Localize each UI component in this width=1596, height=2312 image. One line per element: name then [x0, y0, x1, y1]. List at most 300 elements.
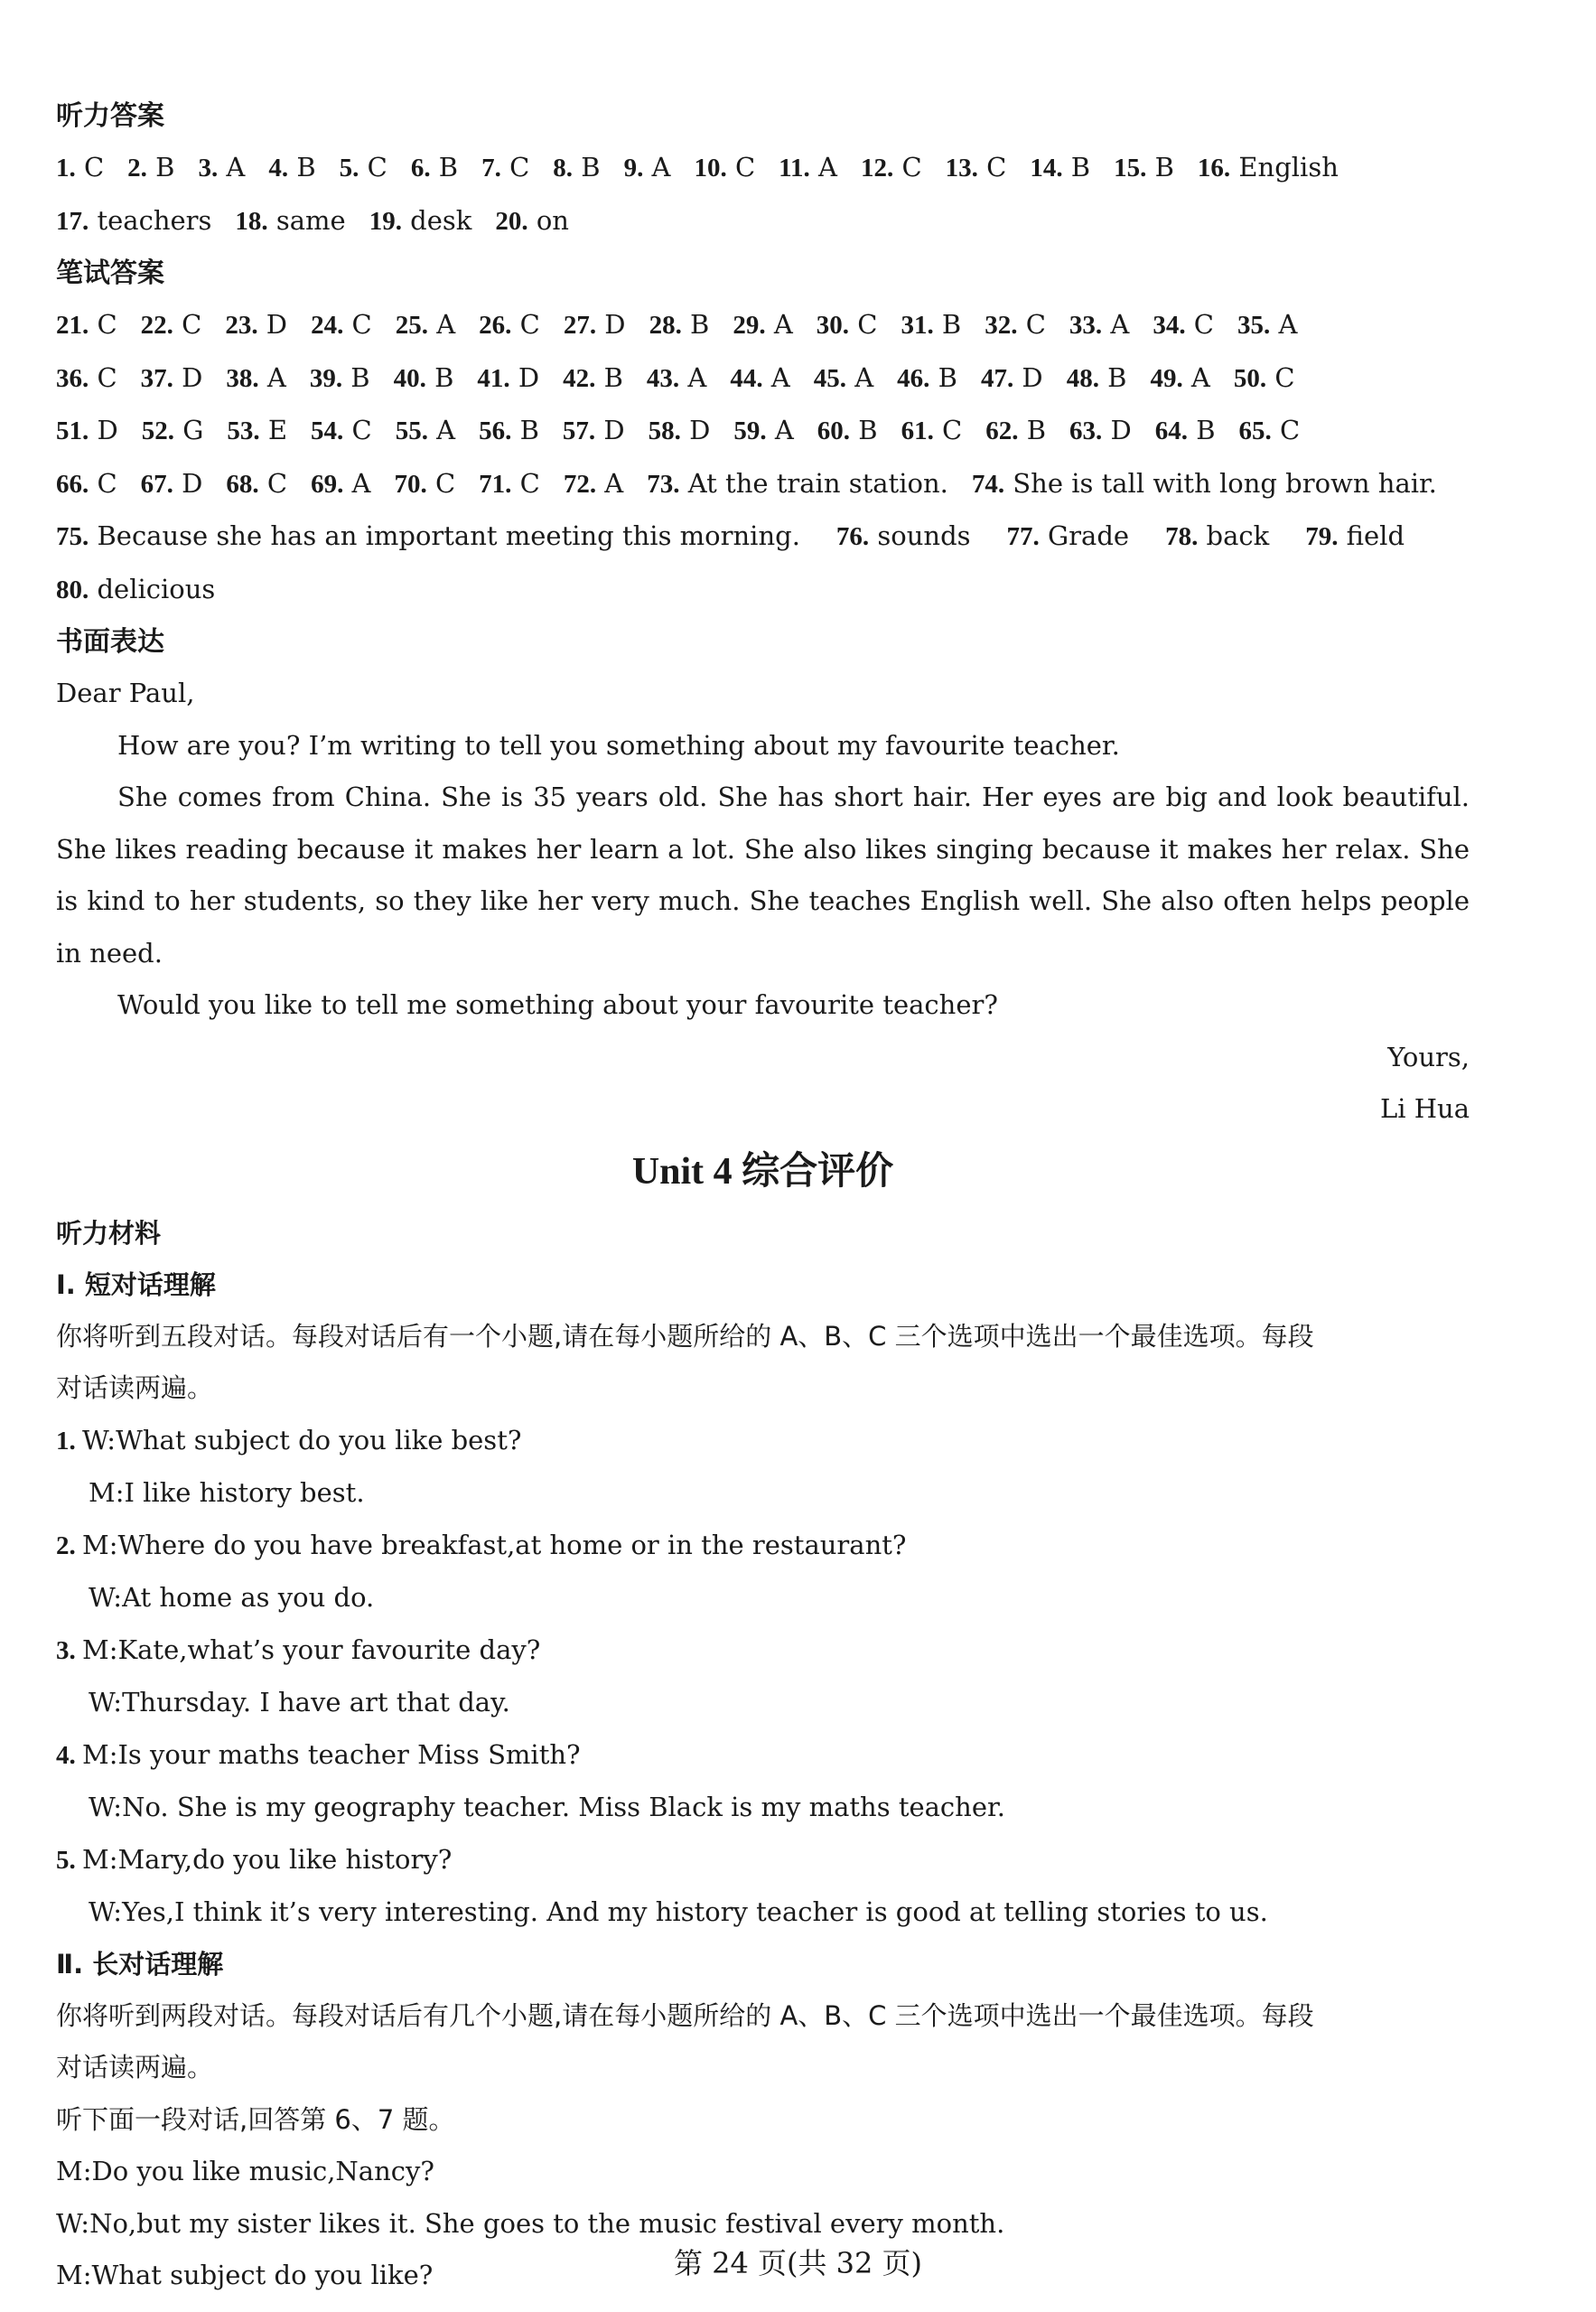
- answer-item: [495, 195, 569, 248]
- speaker-label: M:: [56, 2260, 92, 2290]
- answer-number: 33.: [1069, 311, 1103, 340]
- dialogue-question-line: [56, 1520, 1470, 1573]
- answer-value: A: [679, 361, 707, 393]
- answer-item: [1165, 510, 1269, 564]
- answer-item: [481, 142, 529, 195]
- answer-number: 38.: [226, 363, 259, 393]
- answer-value: C: [173, 309, 202, 340]
- answer-item: [394, 352, 454, 406]
- written-answers-row-1: [56, 299, 1470, 352]
- answer-item: [1069, 405, 1132, 458]
- answer-item: [985, 299, 1046, 352]
- answer-number: 36.: [56, 363, 89, 393]
- answer-number: 42.: [563, 363, 596, 393]
- answer-item: [563, 352, 623, 406]
- answer-item: [1153, 299, 1214, 352]
- answer-number: 71.: [479, 469, 512, 499]
- dialogue-text: Kate,what’s your favourite day?: [117, 1633, 541, 1665]
- speaker-label: M:: [82, 1843, 118, 1875]
- answer-item: [311, 405, 372, 458]
- answer-item: [411, 142, 458, 195]
- speaker-label: M:: [56, 2156, 92, 2186]
- answer-value: back: [1198, 520, 1270, 551]
- answer-value: delicious: [89, 573, 216, 604]
- answer-item: [817, 405, 878, 458]
- answer-value: C: [75, 152, 105, 183]
- answer-number: 66.: [56, 469, 89, 499]
- part2-instructions-line-1: 你将听到两段对话。每段对话后有几个小题,请在每小题所给的 A、B、C 三个选项中选出一个最佳选项。每段: [56, 1999, 1314, 2031]
- answer-value: B: [425, 361, 454, 393]
- answer-number: 77.: [1006, 522, 1040, 551]
- answer-value: B: [929, 361, 957, 393]
- answer-number: 15.: [1114, 154, 1147, 183]
- part2-instructions-line-2: 对话读两遍。: [56, 2052, 214, 2083]
- answer-value: D: [595, 415, 625, 445]
- answer-item: [226, 352, 285, 406]
- answer-value: C: [511, 467, 540, 499]
- answer-number: 24.: [311, 311, 344, 340]
- answer-number: 56.: [479, 417, 512, 445]
- answer-value: sounds: [869, 520, 971, 551]
- listening-material-heading: 听力材料: [56, 1217, 162, 1249]
- answer-value: C: [1271, 415, 1301, 445]
- speaker-label: M:: [82, 1529, 118, 1560]
- answer-value: D: [173, 467, 203, 499]
- answer-number: 21.: [56, 311, 89, 340]
- answer-value: C: [89, 309, 117, 340]
- part2-prompt: 听下面一段对话,回答第 6、7 题。: [56, 2103, 455, 2135]
- answer-item: [901, 405, 963, 458]
- answer-number: 70.: [394, 469, 427, 499]
- answer-item: [730, 352, 789, 406]
- speaker-label: M:: [82, 1633, 118, 1665]
- answer-number: 25.: [395, 311, 428, 340]
- answer-number: 65.: [1238, 417, 1272, 445]
- speaker-label: W:: [56, 2207, 90, 2239]
- answer-number: 31.: [901, 311, 934, 340]
- letter-paragraph-3: Would you like to tell me something about your favourite teacher?: [117, 989, 998, 1020]
- answer-item: [1114, 142, 1174, 195]
- answer-item: [649, 299, 710, 352]
- answer-item: [395, 458, 456, 511]
- answer-number: 47.: [980, 363, 1014, 393]
- answer-item: [1155, 405, 1216, 458]
- answer-value: B: [288, 152, 316, 183]
- answer-number: 43.: [646, 363, 680, 393]
- answer-value: A: [846, 361, 874, 393]
- dialogue-number: 5.: [56, 1845, 82, 1875]
- answer-value: A: [596, 467, 624, 499]
- answer-number: 64.: [1154, 417, 1188, 445]
- dialogue-reply-line: [56, 1677, 1470, 1729]
- answer-value: A: [218, 152, 246, 183]
- answer-item: [142, 405, 204, 458]
- answer-item: [56, 458, 117, 511]
- written-answers-row-5: [56, 510, 1470, 564]
- dialogue-text: No. She is my geography teacher. Miss Black is my maths teacher.: [122, 1792, 1005, 1822]
- answer-item: [817, 299, 878, 352]
- answer-item: [1067, 352, 1127, 406]
- writing-heading: 书面表达: [56, 626, 164, 658]
- answer-item: [1030, 142, 1090, 195]
- answer-item: [479, 458, 540, 511]
- page-footer: 第 24 页(共 32 页): [673, 2246, 923, 2280]
- answer-item: [310, 352, 370, 406]
- answer-number: 49.: [1150, 363, 1183, 393]
- answer-value: B: [342, 361, 370, 393]
- letter-closing: Yours,: [1387, 1041, 1470, 1072]
- answer-number: 23.: [225, 311, 258, 340]
- answer-item: [311, 458, 370, 511]
- answer-number: 53.: [227, 417, 260, 445]
- part1-heading: Ⅰ. 短对话理解: [56, 1268, 216, 1300]
- answer-value: B: [1062, 152, 1091, 183]
- dialogue-number: 2.: [56, 1530, 82, 1560]
- dialogue-question-line: [56, 1415, 1470, 1468]
- answer-number: 37.: [140, 363, 173, 393]
- answer-item: [985, 405, 1046, 458]
- answer-item: [235, 195, 345, 248]
- dialogue-question-line: [56, 1729, 1470, 1783]
- answer-item: [1305, 510, 1405, 564]
- answer-number: 28.: [649, 311, 682, 340]
- answer-value: B: [595, 361, 623, 393]
- answer-value: D: [680, 415, 711, 445]
- answer-number: 62.: [985, 417, 1019, 445]
- dialogue-text: What subject do you like?: [91, 2260, 434, 2290]
- answer-number: 12.: [860, 154, 894, 183]
- answer-value: A: [343, 467, 371, 499]
- dialogue-number: 3.: [56, 1635, 82, 1665]
- answer-value: C: [1017, 309, 1046, 340]
- answer-number: 2.: [127, 154, 147, 183]
- answer-item: [553, 142, 600, 195]
- answer-number: 19.: [369, 206, 402, 236]
- short-dialogues: [56, 1415, 1470, 1939]
- dialogue-text: Yes,I think it’s very interesting. And my history teacher is good at telling stories to us.: [122, 1896, 1268, 1927]
- answer-value: A: [1182, 361, 1210, 393]
- answer-number: 10.: [694, 154, 727, 183]
- answer-number: 59.: [733, 417, 767, 445]
- dialogue-text: No,but my sister likes it. She goes to the music festival every month.: [89, 2207, 1005, 2239]
- dialogue-reply-line: [56, 1782, 1470, 1834]
- answer-number: 5.: [339, 154, 359, 183]
- answer-item: [56, 405, 118, 458]
- answer-item: [56, 510, 800, 564]
- answer-number: 30.: [816, 311, 850, 340]
- speaker-label: W:: [89, 1896, 123, 1927]
- answer-item: [836, 510, 971, 564]
- answer-value: B: [1146, 152, 1174, 183]
- written-answers-row-2: [56, 352, 1470, 406]
- answer-value: A: [258, 361, 286, 393]
- answer-number: 18.: [235, 206, 268, 236]
- answer-value: A: [643, 152, 671, 183]
- dialogue-number: 4.: [56, 1740, 82, 1770]
- answer-value: C: [849, 309, 878, 340]
- written-answers-heading: 笔试答案: [56, 257, 164, 289]
- answer-value: A: [765, 309, 793, 340]
- answer-number: 61.: [901, 417, 934, 445]
- answer-item: [1007, 510, 1130, 564]
- answer-value: C: [726, 152, 756, 183]
- speaker-label: W:: [89, 1792, 123, 1822]
- answer-value: D: [509, 361, 540, 393]
- answer-value: A: [428, 309, 456, 340]
- answer-item: [56, 564, 215, 617]
- answer-number: 74.: [971, 469, 1005, 499]
- answer-number: 78.: [1165, 522, 1199, 551]
- answer-item: [227, 405, 287, 458]
- answer-value: C: [89, 467, 117, 499]
- answer-item: [141, 458, 203, 511]
- answer-value: desk: [401, 204, 472, 236]
- answer-item: [564, 299, 626, 352]
- answer-item: [311, 299, 372, 352]
- answer-item: [477, 352, 539, 406]
- answer-number: 29.: [733, 311, 766, 340]
- answer-number: 7.: [481, 154, 501, 183]
- answer-value: B: [681, 309, 710, 340]
- answer-number: 17.: [56, 206, 89, 236]
- answer-value: A: [1270, 309, 1298, 340]
- answer-number: 41.: [477, 363, 510, 393]
- letter-paragraph-2: She comes from China. She is 35 years old. She has short hair. Her eyes are big and look beautiful. She likes reading because it makes her learn a lot. She also likes singing because it makes her relax. She is kind to her students, so they like her very much. She teaches English well. She also often helps people in need.: [56, 782, 1470, 969]
- answer-number: 1.: [56, 154, 76, 183]
- listening-answers-row-2: [56, 195, 1470, 248]
- dialogue-text: Is your maths teacher Miss Smith?: [117, 1738, 581, 1770]
- answer-value: C: [343, 309, 372, 340]
- answer-number: 63.: [1069, 417, 1103, 445]
- answer-value: B: [573, 152, 601, 183]
- dialogue-text: Where do you have breakfast,at home or in the restaurant?: [117, 1529, 907, 1560]
- answer-value: C: [1185, 309, 1214, 340]
- answer-item: [814, 352, 873, 406]
- dialogue-number: 1.: [56, 1426, 82, 1456]
- answer-value: G: [173, 415, 204, 445]
- answer-number: 54.: [311, 417, 344, 445]
- answer-value: English: [1230, 152, 1339, 183]
- answer-item: [733, 405, 793, 458]
- answer-number: 34.: [1153, 311, 1186, 340]
- answer-number: 55.: [395, 417, 428, 445]
- answer-value: C: [511, 309, 540, 340]
- answer-number: 35.: [1237, 311, 1271, 340]
- answer-number: 80.: [56, 575, 89, 604]
- answer-number: 57.: [562, 417, 596, 445]
- written-answers-row-3: [56, 405, 1470, 458]
- answer-value: C: [500, 152, 530, 183]
- speaker-label: M:: [89, 1477, 125, 1508]
- answer-item: [946, 142, 1007, 195]
- answer-item: [649, 405, 711, 458]
- answer-number: 46.: [897, 363, 930, 393]
- answer-value: Grade: [1039, 520, 1130, 551]
- answer-number: 76.: [835, 522, 870, 551]
- answer-number: 52.: [141, 417, 174, 445]
- letter-greeting: Dear Paul,: [56, 678, 195, 708]
- answer-value: A: [762, 361, 790, 393]
- answer-value: B: [511, 415, 539, 445]
- answer-value: D: [1102, 415, 1132, 445]
- answer-item: [396, 299, 455, 352]
- dialogue-question-line: [56, 1834, 1470, 1887]
- answer-item: [647, 352, 706, 406]
- answer-number: 69.: [311, 469, 344, 499]
- answer-value: B: [1098, 361, 1127, 393]
- answer-value: D: [1013, 361, 1043, 393]
- answer-number: 4.: [268, 154, 289, 183]
- part2-heading: Ⅱ. 长对话理解: [56, 1948, 224, 1980]
- answer-value: B: [1018, 415, 1047, 445]
- answer-number: 48.: [1066, 363, 1099, 393]
- answer-value: C: [343, 415, 372, 445]
- letter-signature: Li Hua: [1379, 1093, 1470, 1124]
- answer-number: 8.: [553, 154, 574, 183]
- answer-item: [1150, 352, 1209, 406]
- answer-value: C: [359, 152, 387, 183]
- answer-number: 32.: [985, 311, 1018, 340]
- answer-number: 20.: [495, 206, 528, 236]
- answer-value: E: [259, 415, 288, 445]
- listening-answers-heading: 听力答案: [56, 100, 164, 132]
- dialogue-text: I like history best.: [124, 1477, 365, 1508]
- answer-item: [226, 458, 287, 511]
- answer-value: D: [596, 309, 626, 340]
- part1-instructions-line-1: 你将听到五段对话。每段对话后有一个小题,请在每小题所给的 A、B、C 三个选项中选出一个最佳选项。每段: [56, 1320, 1314, 1352]
- answer-value: C: [893, 152, 922, 183]
- answer-item: [1069, 299, 1129, 352]
- answer-item: [268, 142, 315, 195]
- answer-item: [972, 458, 1437, 511]
- answer-number: 6.: [410, 154, 431, 183]
- speaker-label: W:: [89, 1687, 123, 1718]
- speaker-label: W:: [82, 1424, 117, 1456]
- answer-item: [396, 405, 455, 458]
- answer-item: [901, 299, 961, 352]
- answer-value: C: [1266, 361, 1295, 393]
- answer-number: 72.: [563, 469, 597, 499]
- letter-paragraph-1: How are you? I’m writing to tell you something about my favourite teacher.: [117, 729, 1120, 761]
- answer-item: [340, 142, 387, 195]
- answer-number: 11.: [779, 154, 810, 183]
- answer-value: C: [89, 361, 117, 393]
- answer-value: A: [809, 152, 837, 183]
- answer-number: 67.: [140, 469, 173, 499]
- answer-value: same: [267, 204, 346, 236]
- answer-value: C: [977, 152, 1007, 183]
- answer-value: D: [257, 309, 288, 340]
- answer-value: D: [173, 361, 203, 393]
- answer-number: 14.: [1030, 154, 1063, 183]
- answer-value: A: [766, 415, 794, 445]
- answer-number: 50.: [1233, 363, 1267, 393]
- answer-number: 51.: [56, 417, 89, 445]
- answer-number: 16.: [1197, 154, 1231, 183]
- listening-answers-row-1: [56, 142, 1470, 195]
- answer-value: on: [527, 204, 569, 236]
- answer-number: 79.: [1305, 522, 1339, 551]
- answer-number: 3.: [198, 154, 219, 183]
- answer-value: B: [146, 152, 175, 183]
- dialogue-question-line: [56, 1624, 1470, 1678]
- answer-value: Because she has an important meeting this morning.: [89, 520, 800, 551]
- answer-item: [56, 142, 104, 195]
- speaker-label: M:: [82, 1738, 118, 1770]
- answer-item: [479, 299, 540, 352]
- answer-item: [369, 195, 472, 248]
- speaker-label: W:: [89, 1582, 123, 1613]
- answer-item: [563, 405, 625, 458]
- answer-number: 9.: [623, 154, 644, 183]
- answer-value: B: [430, 152, 459, 183]
- answer-item: [733, 299, 792, 352]
- answer-item: [225, 299, 287, 352]
- answer-item: [56, 352, 117, 406]
- long-dialogue-line: [56, 2146, 1470, 2198]
- answer-item: [694, 142, 755, 195]
- answer-item: [1198, 142, 1339, 195]
- answer-item: [861, 142, 922, 195]
- answer-item: [1239, 405, 1301, 458]
- answer-number: 68.: [226, 469, 259, 499]
- dialogue-reply-line: [56, 1886, 1470, 1939]
- answer-item: [779, 142, 837, 195]
- answer-item: [141, 299, 202, 352]
- answer-value: teachers: [89, 204, 212, 236]
- answer-number: 26.: [479, 311, 512, 340]
- part1-instructions-line-2: 对话读两遍。: [56, 1372, 214, 1403]
- answer-value: B: [1188, 415, 1216, 445]
- answer-item: [897, 352, 957, 406]
- answer-item: [56, 299, 117, 352]
- answer-number: 27.: [563, 311, 597, 340]
- answer-item: [56, 195, 211, 248]
- unit-title: Unit 4 综合评价: [631, 1150, 894, 1193]
- dialogue-text: What subject do you like best?: [116, 1424, 522, 1456]
- dialogue-text: Do you like music,Nancy?: [91, 2156, 434, 2186]
- answer-number: 73.: [647, 469, 680, 499]
- answer-number: 22.: [140, 311, 173, 340]
- dialogue-text: Mary,do you like history?: [117, 1843, 453, 1875]
- answer-item: [981, 352, 1043, 406]
- answer-item: [479, 405, 539, 458]
- answer-value: She is tall with long brown hair.: [1004, 467, 1437, 499]
- answer-value: C: [258, 467, 288, 499]
- answer-item: [141, 352, 203, 406]
- answer-number: 75.: [56, 522, 89, 551]
- answer-value: field: [1338, 520, 1405, 551]
- answer-value: A: [427, 415, 456, 445]
- answer-item: [1234, 352, 1295, 406]
- answer-value: D: [89, 415, 118, 445]
- answer-value: B: [933, 309, 962, 340]
- written-answers-row-6: [56, 564, 1470, 617]
- dialogue-text: At home as you do.: [122, 1582, 375, 1613]
- answer-item: [127, 142, 174, 195]
- answer-item: [1237, 299, 1297, 352]
- answer-item: [198, 142, 245, 195]
- dialogue-reply-line: [56, 1467, 1470, 1520]
- answer-value: C: [426, 467, 456, 499]
- answer-value: At the train station.: [679, 467, 948, 499]
- answer-number: 40.: [393, 363, 426, 393]
- answer-item: [624, 142, 671, 195]
- dialogue-text: Thursday. I have art that day.: [122, 1687, 510, 1718]
- answer-item: [564, 458, 623, 511]
- answer-number: 44.: [730, 363, 763, 393]
- answer-item: [647, 458, 948, 511]
